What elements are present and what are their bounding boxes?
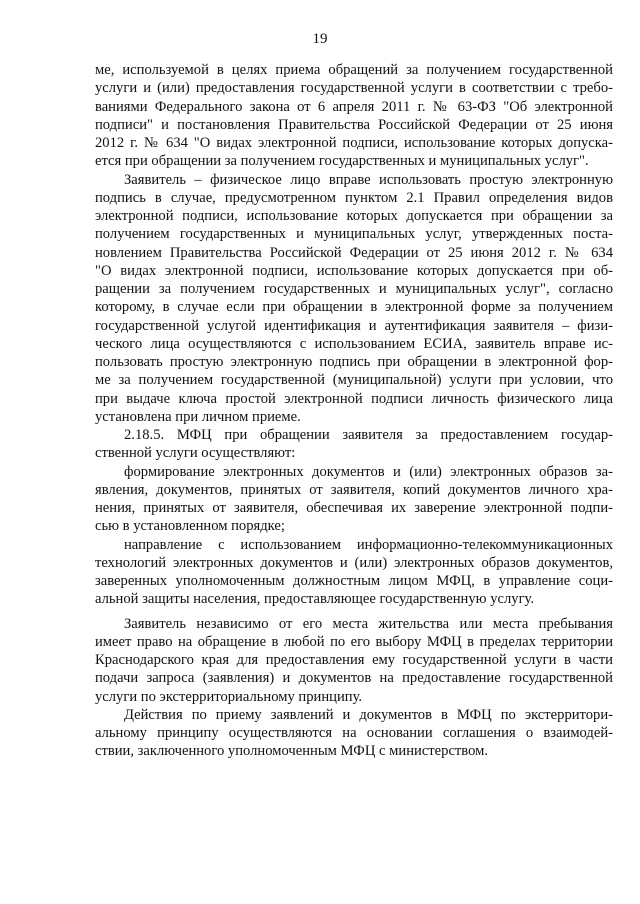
text-line: при выдаче ключа простой электронной подписи личность физического лица: [95, 390, 613, 407]
text-line: нения, принятых от заявителя, обеспечивая их заверение электронной подпи-: [95, 500, 613, 516]
text-line: подачи запроса (заявления) и документов на предоставление государственной: [95, 670, 613, 687]
paragraph: [95, 615, 613, 706]
text-line: ственной услуги осуществляют:: [95, 445, 296, 462]
text-line: услуги и (или) предоставления государственной услуги в соответствии с требо-: [95, 80, 613, 97]
text-line: направление с использованием информационно-телекоммуникационных: [124, 536, 613, 553]
paragraph: [95, 61, 613, 171]
text-line: которому, в случае если при обращении в электронной форме за получением: [95, 299, 613, 316]
text-line: альной защиты населения, предоставляющее государственную услугу.: [95, 591, 535, 608]
text-line: Краснодарского края для предоставления ему государственной услуги в части: [95, 652, 613, 668]
text-line: установлена при личном приеме.: [95, 408, 301, 425]
text-line: подписи" и постановления Правительства Российской Федерации от 25 июня: [95, 116, 613, 133]
text-line: "О видах электронной подписи, использование которых допускается при об-: [95, 262, 613, 279]
text-line: 2012 г. № 634 "О видах электронной подписи, использование которых допуска-: [95, 135, 613, 151]
text-line: Заявитель независимо от его места жительства или места пребывания: [124, 615, 613, 632]
text-line: сью в установленном порядке;: [95, 518, 285, 535]
text-line: явления, документов, принятых от заявителя, копий документов личного хра-: [95, 481, 613, 498]
text-line: пользовать простую электронную подпись при обращении в электронной фор-: [95, 354, 613, 370]
text-line: имеет право на обращение в любой по его выбору МФЦ в пределах территории: [95, 633, 613, 650]
text-line: получением государственных и муниципальных услуг, утвержденных поста-: [95, 226, 613, 243]
text-line: Действия по приему заявлений и документов в МФЦ по экстерритори-: [124, 706, 613, 723]
text-line: электронной подписи, использование которых допускается при обращении за: [95, 208, 613, 224]
text-line: ствии, заключенного уполномоченным МФЦ с министерством.: [95, 743, 488, 760]
text-line: технологий электронных документов и (или) электронных образов документов,: [95, 554, 613, 571]
text-line: заверенных уполномоченным должностным лицом МФЦ, в управление соци-: [95, 573, 613, 589]
text-line: Заявитель – физическое лицо вправе использовать простую электронную: [124, 171, 613, 188]
paragraph: [95, 706, 613, 761]
text-line: ческого лица осуществляются с использованием ЕСИА, заявитель вправе ис-: [95, 335, 613, 352]
paragraph: [95, 426, 613, 463]
text-line: государственной услугой идентификация и аутентификация заявителя – физи-: [95, 317, 613, 334]
text-line: ется при обращении за получением государственных и муниципальных услуг".: [95, 153, 589, 170]
text-line: ме за получением государственной (муниципальной) услуги при условии, что: [95, 372, 613, 389]
text-line: новлением Правительства Российской Федерации от 25 июня 2012 г. № 634: [95, 244, 613, 261]
text-line: ме, используемой в целях приема обращений за получением государственной: [95, 62, 613, 78]
text-line: подпись в случае, предусмотренном пунктом 2.1 Правил определения видов: [95, 189, 613, 206]
document-body: [95, 61, 613, 761]
text-line: формирование электронных документов и (или) электронных образов за-: [124, 463, 613, 480]
text-line: 2.18.5. МФЦ при обращении заявителя за предоставлением государ-: [124, 427, 613, 443]
text-line: ваниями Федерального закона от 6 апреля 2011 г. № 63-ФЗ "Об электронной: [95, 98, 613, 115]
text-line: альному принципу осуществляются на основании соглашения о взаимодей-: [95, 725, 613, 741]
page-number: 19: [312, 31, 328, 47]
paragraph: [95, 171, 613, 427]
paragraph: [95, 536, 613, 609]
text-line: ращении за получением государственных и муниципальных услуг", согласно: [95, 281, 613, 297]
text-line: услуги по экстерриториальному принципу.: [95, 688, 363, 705]
paragraph: [95, 463, 613, 536]
